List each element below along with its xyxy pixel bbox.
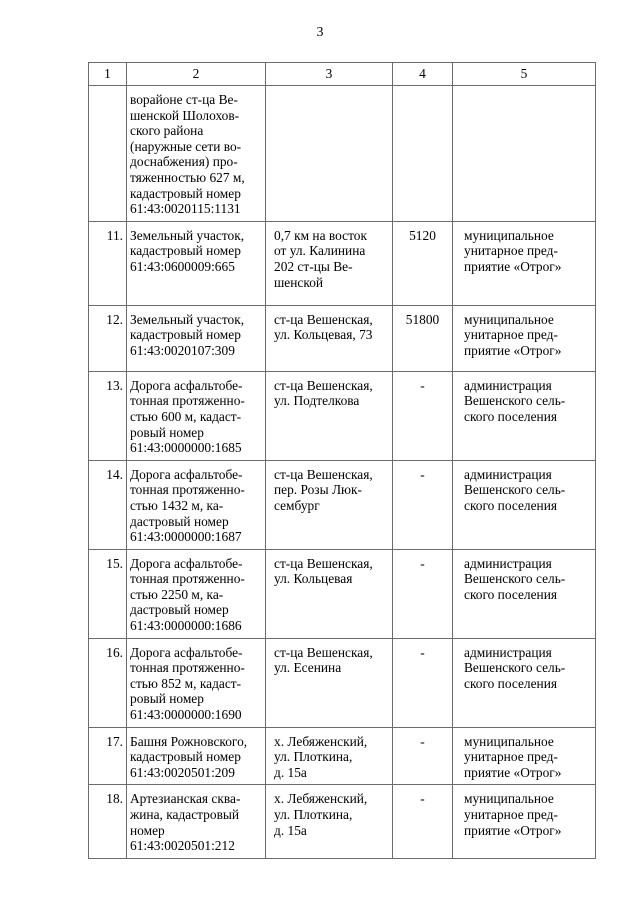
cell-line: кадастровый номер [130,185,241,201]
cell-line: ул. Кольцевая [274,571,353,587]
cell-line: муниципальное [464,227,554,243]
row-number: 17. [89,727,127,785]
cell-line: Вешенского сель- [464,393,566,409]
column-header: 3 [266,63,393,86]
table-row [89,371,596,460]
table-row [89,221,596,305]
cell-line: приятие «Отрог» [464,258,562,274]
column-header: 1 [89,63,127,86]
cell-line: 61:43:0000000:1686 [130,618,242,634]
cell-line: х. Лебяженский, [274,733,368,749]
cell-line: тонная протяженно- [130,393,245,409]
cell-line: приятие «Отрог» [464,342,562,358]
cell-line: муниципальное [464,791,554,807]
object-location [266,221,393,305]
table-row [89,305,596,371]
object-owner [453,727,596,785]
object-location [266,638,393,727]
cell-line: стью 2250 м, ка- [130,586,224,602]
table-row [89,638,596,727]
object-area: - [393,785,453,858]
cell-line: ст-ца Вешенская, [274,311,373,327]
cell-line: ст-ца Вешенская, [274,555,373,571]
cell-line: администрация [464,555,552,571]
object-area: 5120 [393,221,453,305]
cell-line: ул. Подтелкова [274,393,360,409]
cell-line: Дорога асфальтобе- [130,555,243,571]
cell-line: муниципальное [464,311,554,327]
object-owner [453,371,596,460]
cell-line: кадастровый номер [130,327,241,343]
cell-line: Башня Рожновского, [130,733,248,749]
cell-line: приятие «Отрог» [464,822,562,838]
object-area: 51800 [393,305,453,371]
object-description [127,371,266,460]
cell-line: ского района [130,123,204,139]
cell-line: ул. Плоткина, [274,807,353,822]
object-area [393,86,453,222]
object-location [266,549,393,638]
cell-line: муниципальное [464,733,554,749]
object-owner [453,305,596,371]
object-owner [453,460,596,549]
cell-line: тонная протяженно- [130,482,245,498]
cell-line: администрация [464,466,552,482]
object-location [266,305,393,371]
cell-line: унитарное пред- [464,807,558,822]
cell-line: 61:43:0020501:209 [130,764,235,780]
cell-line: приятие «Отрог» [464,764,562,780]
property-table [88,62,596,859]
cell-line: шенской Шолохов- [130,107,240,123]
cell-line: ского поселения [464,408,558,424]
table-row [89,727,596,785]
cell-line: 61:43:0000000:1690 [130,707,242,723]
cell-line: ст-ца Вешенская, [274,644,373,660]
row-number: 14. [89,460,127,549]
cell-line: пер. Розы Люк- [274,482,362,498]
cell-line: шенской [274,274,324,290]
object-location [266,460,393,549]
object-description [127,305,266,371]
object-description [127,549,266,638]
object-owner [453,221,596,305]
row-number: 16. [89,638,127,727]
table-row [89,86,596,222]
cell-line: администрация [464,644,552,660]
cell-line: ул. Кольцевая, 73 [274,327,373,343]
page-number: 3 [316,25,324,40]
cell-line: д. 15а [274,822,307,838]
cell-line: администрация [464,377,552,393]
cell-line: 61:43:0020107:309 [130,342,235,358]
object-location [266,727,393,785]
cell-line: тонная протяженно- [130,571,245,587]
cell-line: 61:43:0000000:1685 [130,440,242,456]
object-area: - [393,638,453,727]
cell-line: 61:43:0000000:1687 [130,529,242,545]
object-area: - [393,549,453,638]
cell-line: ворайоне ст-ца Ве- [130,92,238,107]
object-description [127,221,266,305]
cell-line: ровый номер [130,691,204,707]
cell-line: ровый номер [130,424,204,440]
object-description [127,460,266,549]
cell-line: унитарное пред- [464,243,558,259]
row-number: 11. [89,221,127,305]
object-owner [453,549,596,638]
column-header: 2 [127,63,266,86]
cell-line: кадастровый номер [130,749,241,765]
object-area: - [393,460,453,549]
row-number: 15. [89,549,127,638]
cell-line: стью 1432 м, ка- [130,497,224,513]
cell-line: Дорога асфальтобе- [130,466,243,482]
cell-line: от ул. Калинина [274,243,366,259]
cell-line: ст-ца Вешенская, [274,377,373,393]
object-description [127,86,266,222]
cell-line: Артезианская сква- [130,791,241,807]
cell-line: стью 852 м, кадаст- [130,675,242,691]
cell-line: сембург [274,497,320,513]
cell-line: кадастровый номер [130,243,241,259]
table-row [89,785,596,858]
object-location [266,371,393,460]
cell-line: 61:43:0020501:212 [130,838,235,854]
cell-line: дастровый номер [130,513,229,529]
row-number: 18. [89,785,127,858]
column-header: 4 [393,63,453,86]
cell-line: Дорога асфальтобе- [130,377,243,393]
cell-line: (наружные сети во- [130,138,242,154]
cell-line: дастровый номер [130,602,229,618]
object-owner [453,86,596,222]
cell-line: Земельный участок, [130,227,245,243]
cell-line: 61:43:0020115:1131 [130,201,241,217]
table-row [89,460,596,549]
cell-line: ул. Есенина [274,660,342,676]
cell-line: номер [130,822,165,838]
cell-line: тяженностью 627 м, [130,169,245,185]
table-row [89,549,596,638]
cell-line: Вешенского сель- [464,482,566,498]
cell-line: ского поселения [464,586,558,602]
header-row [89,63,596,86]
cell-line: жина, кадастровый [130,807,240,822]
object-area: - [393,371,453,460]
cell-line: 0,7 км на восток [274,227,367,243]
cell-line: Дорога асфальтобе- [130,644,243,660]
cell-line: ского поселения [464,497,558,513]
cell-line: х. Лебяженский, [274,791,368,807]
row-number [89,86,127,222]
cell-line: унитарное пред- [464,749,558,765]
cell-line: ул. Плоткина, [274,749,353,765]
object-description [127,785,266,858]
cell-line: 61:43:0600009:665 [130,258,235,274]
object-area: - [393,727,453,785]
object-description [127,727,266,785]
cell-line: унитарное пред- [464,327,558,343]
cell-line: Вешенского сель- [464,571,566,587]
object-description [127,638,266,727]
cell-line: ст-ца Вешенская, [274,466,373,482]
object-location [266,785,393,858]
cell-line: стью 600 м, кадаст- [130,408,242,424]
object-owner [453,638,596,727]
object-owner [453,785,596,858]
cell-line: Вешенского сель- [464,660,566,676]
cell-line: доснабжения) про- [130,154,238,170]
cell-line: Земельный участок, [130,311,245,327]
cell-line: д. 15а [274,764,307,780]
cell-line: ского поселения [464,675,558,691]
row-number: 12. [89,305,127,371]
cell-line: тонная протяженно- [130,660,245,676]
object-location [266,86,393,222]
row-number: 13. [89,371,127,460]
cell-line: 202 ст-цы Ве- [274,258,353,274]
column-header: 5 [453,63,596,86]
